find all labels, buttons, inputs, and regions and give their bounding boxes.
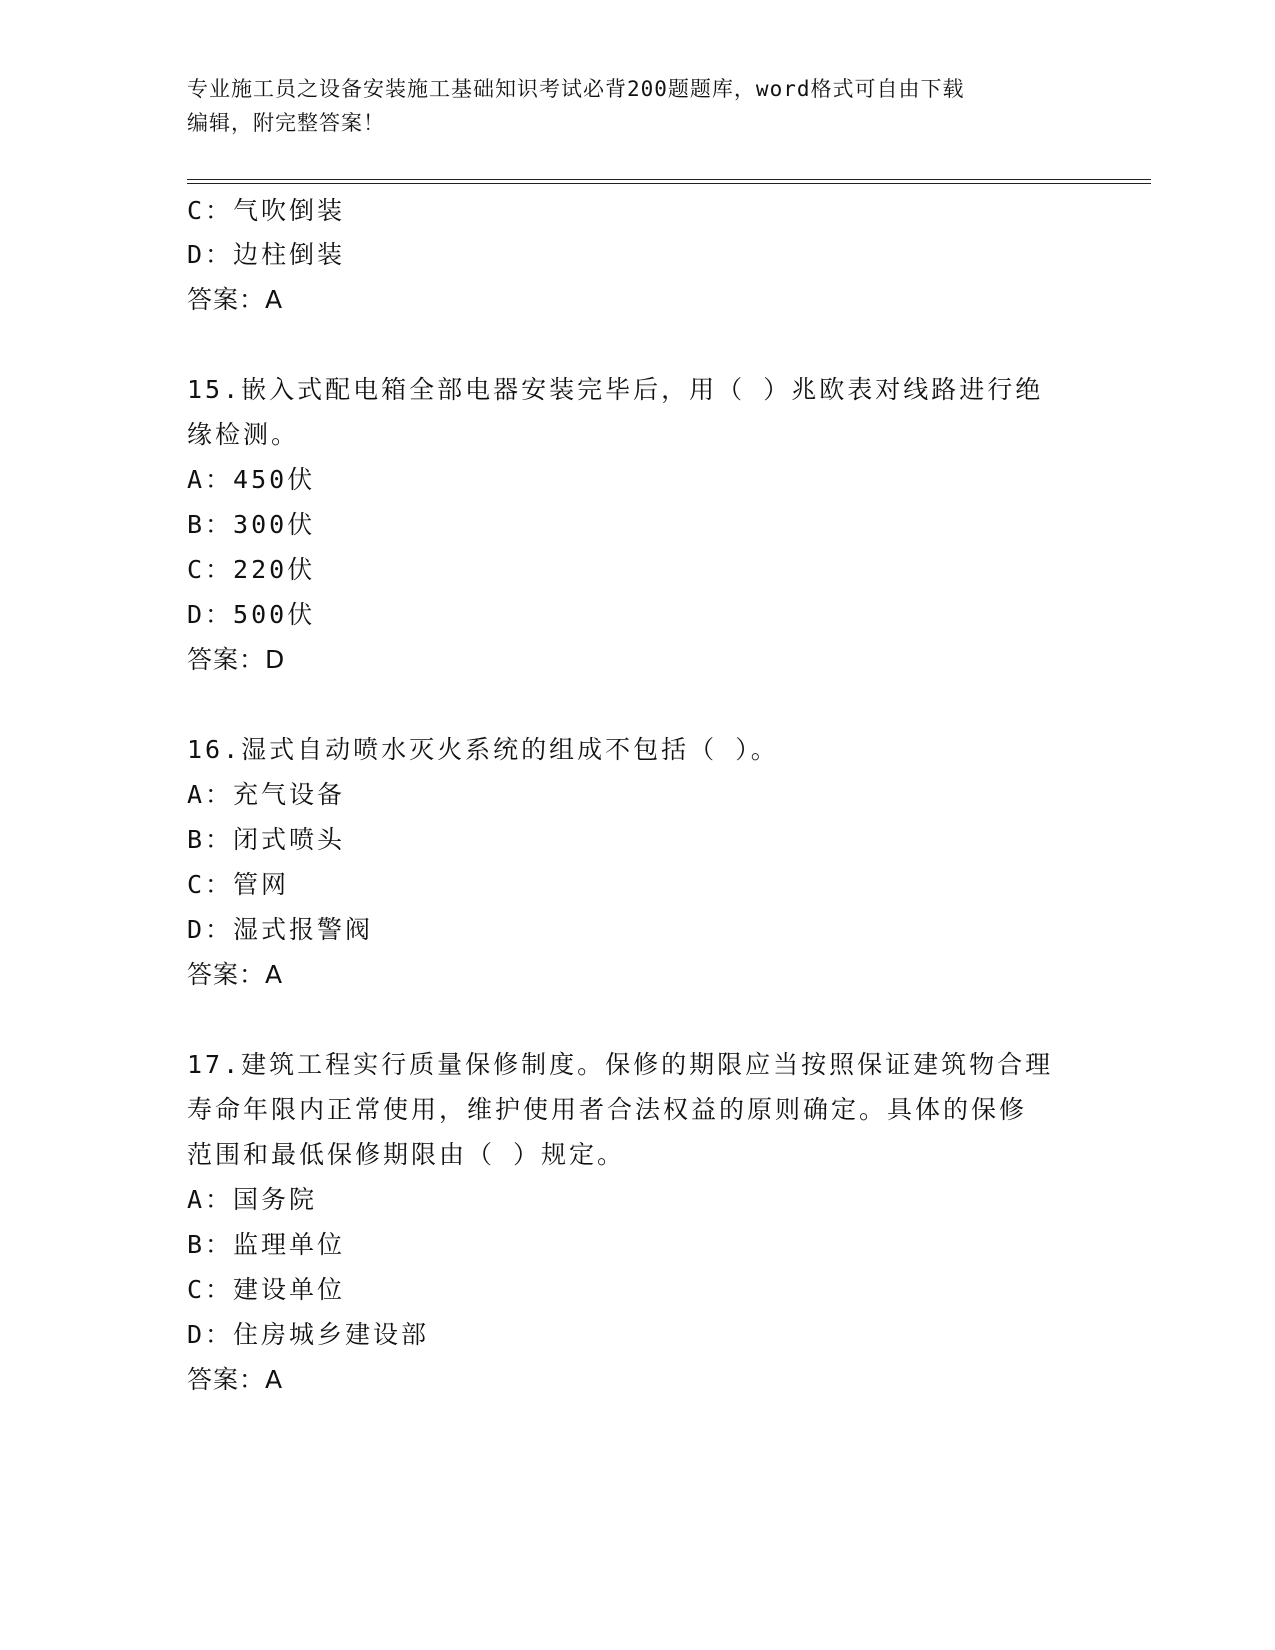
q16-answer: 答案：A xyxy=(187,960,284,989)
q15-option-c: C：220伏 xyxy=(187,555,316,584)
q15-answer: 答案：D xyxy=(187,645,286,674)
document-header xyxy=(187,72,1067,140)
q17-stem-line-3: 范围和最低保修期限由（ ）规定。 xyxy=(187,1140,626,1169)
q17-option-c: C：建设单位 xyxy=(187,1275,346,1304)
q15-option-a: A：450伏 xyxy=(187,465,316,494)
q17-option-d: D：住房城乡建设部 xyxy=(187,1320,430,1349)
prev-option-d: D：边柱倒装 xyxy=(187,240,346,269)
header-divider-top xyxy=(187,179,1151,180)
header-divider-bottom xyxy=(187,183,1151,184)
q15-stem-line-2: 缘检测。 xyxy=(187,420,300,449)
q17-stem-line-1: 17.建筑工程实行质量保修制度。保修的期限应当按照保证建筑物合理 xyxy=(187,1050,1054,1079)
header-line-2: 编辑，附完整答案！ xyxy=(187,111,385,135)
q17-stem-line-2: 寿命年限内正常使用，维护使用者合法权益的原则确定。具体的保修 xyxy=(187,1095,1028,1124)
q15-option-b: B：300伏 xyxy=(187,510,316,539)
header-line-1: 专业施工员之设备安装施工基础知识考试必背200题题库，word格式可自由下载 xyxy=(187,77,965,101)
q15-option-d: D：500伏 xyxy=(187,600,316,629)
q15-stem-line-1: 15.嵌入式配电箱全部电器安装完毕后，用（ ）兆欧表对线路进行绝 xyxy=(187,375,1044,404)
q17-option-a: A：国务院 xyxy=(187,1185,318,1214)
prev-option-c: C：气吹倒装 xyxy=(187,196,346,225)
q16-option-a: A：充气设备 xyxy=(187,780,346,809)
prev-answer: 答案：A xyxy=(187,285,284,314)
q17-option-b: B：监理单位 xyxy=(187,1230,346,1259)
q16-option-b: B：闭式喷头 xyxy=(187,825,346,854)
q16-option-c: C：管网 xyxy=(187,870,290,899)
q17-answer: 答案：A xyxy=(187,1365,284,1394)
q16-stem-line-1: 16.湿式自动喷水灭火系统的组成不包括（ ）。 xyxy=(187,735,779,764)
q16-option-d: D：湿式报警阀 xyxy=(187,915,374,944)
